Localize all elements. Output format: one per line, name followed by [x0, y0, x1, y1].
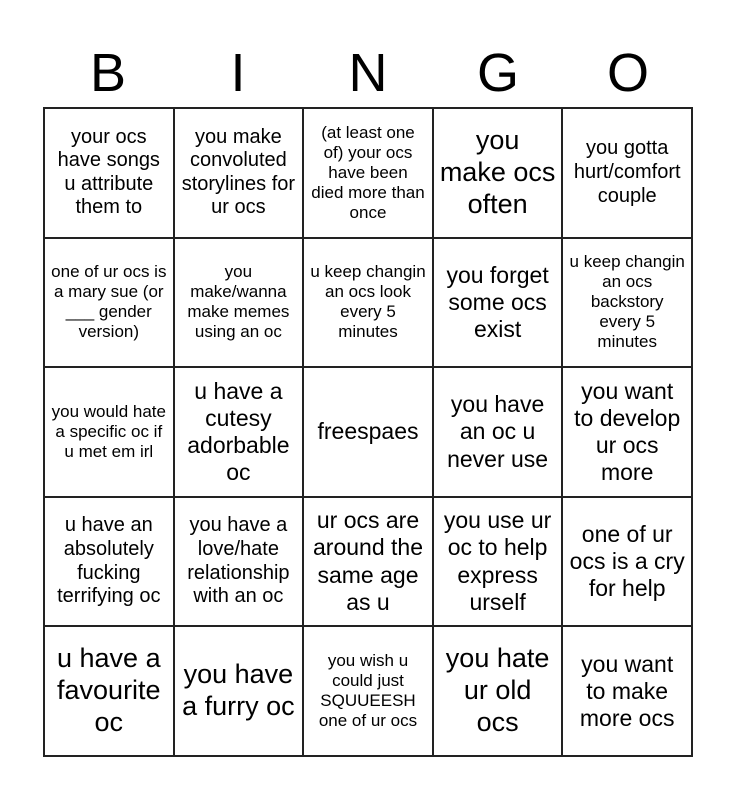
- bingo-cell[interactable]: [562, 367, 692, 497]
- bingo-cell[interactable]: [433, 626, 563, 756]
- bingo-cell-text: you want to develop ur ocs more: [574, 377, 681, 486]
- bingo-cell-text: (at least one of) your ocs have been died more than once: [311, 122, 425, 222]
- bingo-cell-text: u have an absolutely fucking terrifying oc: [57, 514, 161, 608]
- bingo-cell[interactable]: [174, 367, 304, 497]
- bingo-cell-text: you want to make more ocs: [579, 650, 675, 731]
- bingo-cell[interactable]: [303, 108, 433, 238]
- bingo-cell-text: you make convoluted storylines for ur ocs: [181, 125, 296, 219]
- header-letter-o: O: [606, 43, 649, 103]
- bingo-cell[interactable]: [433, 497, 563, 627]
- bingo-cell[interactable]: [174, 108, 304, 238]
- bingo-cell-text: u have a favourite oc: [57, 643, 161, 738]
- bingo-cell[interactable]: [44, 497, 174, 627]
- bingo-cell[interactable]: [433, 108, 563, 238]
- bingo-cell-text: you wish u could just SQUUEESH one of ur ocs: [318, 651, 418, 731]
- header-letter-n: N: [348, 43, 388, 103]
- bingo-cell[interactable]: [562, 238, 692, 368]
- bingo-cell-text: you hate ur old ocs: [445, 643, 550, 738]
- bingo-cell-text: u keep changin an ocs look every 5 minutes: [310, 262, 426, 342]
- bingo-cell-text: you would hate a specific oc if u met em irl: [51, 401, 166, 462]
- bingo-cell-text: you have a love/hate relationship with an oc: [187, 514, 290, 608]
- bingo-cell[interactable]: [562, 626, 692, 756]
- bingo-cell[interactable]: [174, 626, 304, 756]
- header-letter-g: G: [476, 43, 519, 103]
- bingo-cell-text: u have a cutesy adorbable oc: [187, 377, 290, 486]
- bingo-cell-text: one of ur ocs is a mary sue (or ___ gender version): [51, 262, 167, 342]
- bingo-cell[interactable]: [44, 367, 174, 497]
- bingo-cell[interactable]: [174, 238, 304, 368]
- bingo-cell[interactable]: [174, 497, 304, 627]
- bingo-cell-text: your ocs have songs u attribute them to: [57, 125, 160, 219]
- bingo-cell[interactable]: [303, 238, 433, 368]
- bingo-cell[interactable]: [433, 238, 563, 368]
- bingo-cell-text: you have an oc u never use: [447, 391, 549, 472]
- header-letter-b: B: [89, 43, 127, 103]
- bingo-cell-text: you have a furry oc: [182, 659, 295, 722]
- bingo-header: [43, 42, 693, 104]
- bingo-cell-text: you use ur oc to help express urself: [443, 507, 552, 615]
- bingo-cell-text: you forget some ocs exist: [446, 261, 549, 342]
- bingo-cell-text: you gotta hurt/comfort couple: [573, 137, 681, 207]
- bingo-cell[interactable]: [44, 108, 174, 238]
- bingo-cell-text: you make/wanna make memes using an oc: [187, 262, 290, 342]
- bingo-card-grid: [43, 107, 693, 757]
- bingo-cell-text: you make ocs often: [439, 125, 556, 219]
- bingo-cell[interactable]: [44, 238, 174, 368]
- bingo-cell[interactable]: [303, 626, 433, 756]
- bingo-cell-text: u keep changin an ocs backstory every 5 minutes: [569, 252, 685, 352]
- bingo-cell-text: ur ocs are around the same age as u: [313, 507, 423, 615]
- bingo-free-space[interactable]: [303, 367, 433, 497]
- header-letter-i: I: [230, 43, 246, 103]
- bingo-cell[interactable]: [303, 497, 433, 627]
- bingo-cell[interactable]: [562, 497, 692, 627]
- bingo-cell[interactable]: [44, 626, 174, 756]
- bingo-cell[interactable]: [433, 367, 563, 497]
- bingo-cell[interactable]: [562, 108, 692, 238]
- bingo-cell-text: one of ur ocs is a cry for help: [569, 520, 685, 602]
- bingo-cell-text: freespaes: [317, 418, 419, 445]
